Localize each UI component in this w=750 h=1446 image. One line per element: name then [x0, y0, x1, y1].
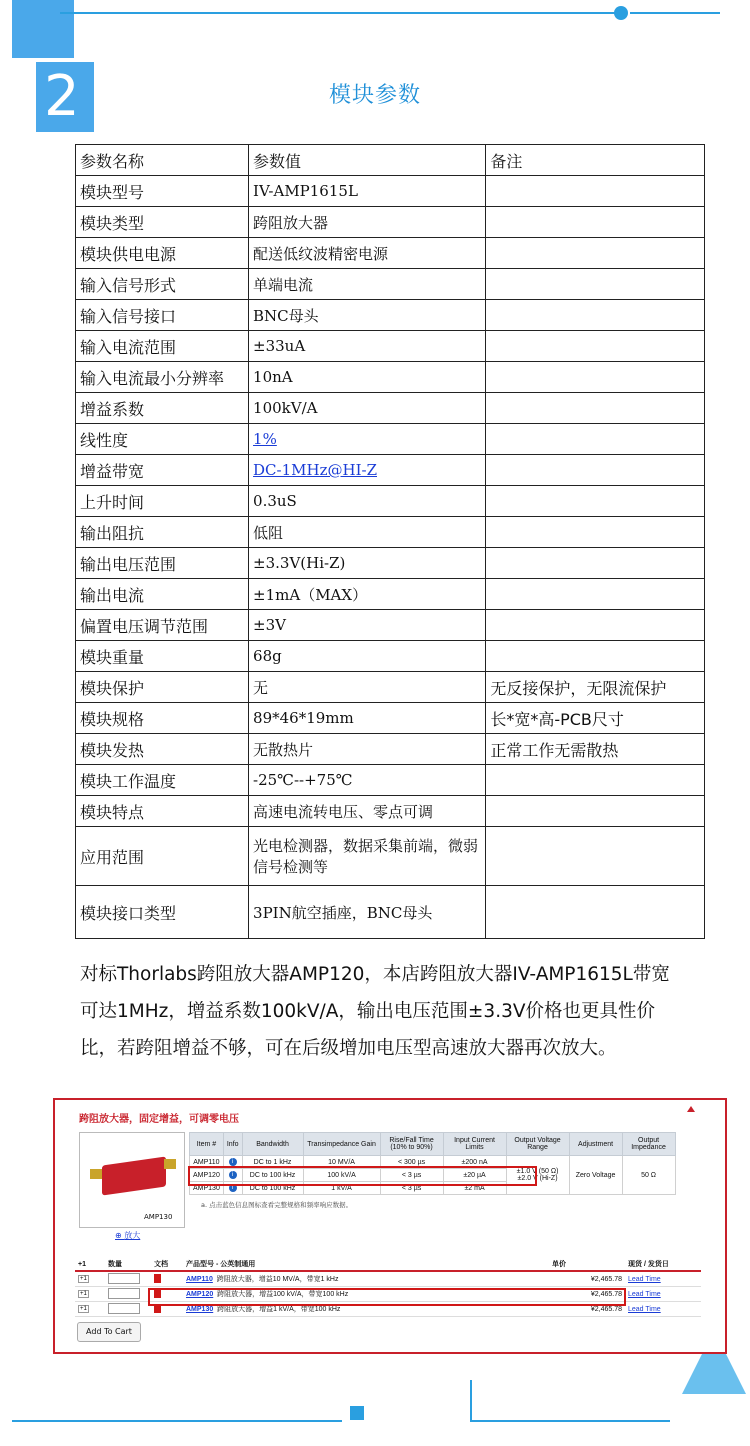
param-value: ±3V — [249, 610, 486, 641]
spec-header: Item # — [190, 1133, 224, 1156]
param-note — [486, 393, 705, 424]
cart-header: 产品型号 - 公英制通用 — [183, 1258, 549, 1271]
info-icon[interactable]: i — [229, 1171, 237, 1179]
spec-rise: < 3 µs — [380, 1182, 443, 1195]
bandwidth-link[interactable]: DC-1MHz@HI-Z — [253, 461, 377, 479]
param-value: ±3.3V(Hi-Z) — [249, 548, 486, 579]
spec-output-voltage: ±1.0 V (50 Ω) ±2.0 V (Hi-Z) — [506, 1156, 569, 1195]
param-note — [486, 796, 705, 827]
table-row — [76, 300, 705, 331]
quantity-input[interactable] — [108, 1273, 140, 1284]
spec-adjustment: Zero Voltage — [569, 1156, 622, 1195]
param-note — [486, 486, 705, 517]
param-note — [486, 765, 705, 796]
cart-header: +1 — [75, 1258, 105, 1271]
param-note — [486, 886, 705, 939]
param-value: 配送低纹波精密电源 — [249, 238, 486, 269]
spec-bandwidth: DC to 1 kHz — [242, 1156, 303, 1169]
spec-impedance: 50 Ω — [622, 1156, 675, 1195]
part-price: ¥2,465.78 — [549, 1287, 625, 1302]
table-row — [76, 796, 705, 827]
param-value: -25℃--+75℃ — [249, 765, 486, 796]
info-icon[interactable]: i — [229, 1158, 237, 1166]
part-price: ¥2,465.78 — [549, 1271, 625, 1287]
collapse-caret-icon[interactable] — [687, 1106, 695, 1112]
cart-header: 文档 — [151, 1258, 183, 1271]
param-name: 增益系数 — [76, 393, 249, 424]
table-row — [76, 734, 705, 765]
param-value: 0.3uS — [249, 486, 486, 517]
param-name: 应用范围 — [76, 827, 249, 886]
header-value: 参数值 — [249, 145, 486, 176]
param-value: 无散热片 — [249, 734, 486, 765]
param-value: 89*46*19mm — [249, 703, 486, 734]
part-price: ¥2,465.78 — [549, 1302, 625, 1317]
frame-bottom-right-line — [470, 1420, 670, 1422]
param-note — [486, 579, 705, 610]
param-note — [486, 424, 705, 455]
frame-top-line — [60, 12, 620, 14]
param-name: 输出电流 — [76, 579, 249, 610]
param-name: 上升时间 — [76, 486, 249, 517]
param-value: 跨阻放大器 — [249, 207, 486, 238]
spec-item: AMP130 — [190, 1182, 224, 1195]
lead-time-link[interactable]: Lead Time — [628, 1290, 661, 1298]
corner-tab — [12, 0, 74, 58]
param-note — [486, 300, 705, 331]
param-note — [486, 548, 705, 579]
param-name: 模块特点 — [76, 796, 249, 827]
spec-header: Output Impedance — [622, 1133, 675, 1156]
spec-rise: < 300 µs — [380, 1156, 443, 1169]
spec-bandwidth: DC to 100 kHz — [242, 1182, 303, 1195]
zoom-link[interactable]: ⊕ 放大 — [115, 1231, 141, 1240]
add-to-list-icon[interactable]: +1 — [80, 1306, 87, 1312]
table-row — [76, 672, 705, 703]
table-row — [76, 703, 705, 734]
highlight-box-amp120-spec — [188, 1166, 537, 1186]
param-name: 模块重量 — [76, 641, 249, 672]
part-desc: 跨阻放大器，增益1 kV/A，带宽100 kHz — [217, 1306, 341, 1313]
param-name: 偏置电压调节范围 — [76, 610, 249, 641]
top-right-dot — [614, 6, 628, 20]
cart-header-row — [75, 1258, 701, 1271]
quantity-input[interactable] — [108, 1303, 140, 1314]
spec-footnote: a. 点击蓝色信息图标查看完整规格和频率响应数据。 — [201, 1201, 353, 1209]
spec-header: Input Current Limits — [443, 1133, 506, 1156]
spec-header: Output Voltage Range — [506, 1133, 569, 1156]
param-name: 模块保护 — [76, 672, 249, 703]
spec-item: AMP110 — [190, 1156, 224, 1169]
table-row — [76, 207, 705, 238]
param-note — [486, 641, 705, 672]
spec-bandwidth: DC to 100 kHz — [242, 1169, 303, 1182]
amplifier-device-icon — [102, 1157, 166, 1196]
param-value: 高速电流转电压、零点可调 — [249, 796, 486, 827]
part-link[interactable]: AMP110 — [186, 1276, 213, 1283]
param-value: 68g — [249, 641, 486, 672]
table-row — [76, 362, 705, 393]
spec-gain: 100 kV/A — [303, 1169, 380, 1182]
table-row — [76, 765, 705, 796]
part-link[interactable]: AMP120 — [186, 1291, 214, 1298]
param-value: 无 — [249, 672, 486, 703]
frame-top-right-line — [630, 12, 720, 14]
cart-header: 单价 — [549, 1258, 625, 1271]
add-to-list-icon[interactable]: +1 — [80, 1276, 87, 1282]
spec-header: Transimpedance Gain — [303, 1133, 380, 1156]
param-name: 输入信号形式 — [76, 269, 249, 300]
info-icon[interactable]: i — [229, 1184, 237, 1192]
param-note — [486, 517, 705, 548]
bnc-connector-icon — [164, 1159, 176, 1169]
add-to-cart-button[interactable]: Add To Cart — [77, 1322, 141, 1342]
param-name: 模块发热 — [76, 734, 249, 765]
spec-header-row — [190, 1133, 676, 1156]
cart-header: 数量 — [105, 1258, 151, 1271]
spec-item: AMP120 — [190, 1169, 224, 1182]
pdf-doc-icon[interactable] — [154, 1274, 161, 1283]
table-row — [76, 579, 705, 610]
cart-header: 现货 / 发货日 — [625, 1258, 701, 1271]
param-note — [486, 362, 705, 393]
param-note: 正常工作无需散热 — [486, 734, 705, 765]
param-name: 模块工作温度 — [76, 765, 249, 796]
spec-header: Bandwidth — [242, 1133, 303, 1156]
param-value: 100kV/A — [249, 393, 486, 424]
param-note — [486, 610, 705, 641]
param-note: 长*宽*高-PCB尺寸 — [486, 703, 705, 734]
table-row — [76, 886, 705, 939]
spec-gain: 10 MV/A — [303, 1156, 380, 1169]
spec-gain: 1 kV/A — [303, 1182, 380, 1195]
table-row — [76, 176, 705, 207]
param-value: 单端电流 — [249, 269, 486, 300]
table-row — [76, 827, 705, 886]
param-note — [486, 176, 705, 207]
param-name: 输入电流最小分辨率 — [76, 362, 249, 393]
cart-row — [75, 1271, 701, 1287]
description-paragraph: 对标Thorlabs跨阻放大器AMP120，本店跨阻放大器IV-AMP1615L带宽可达1MHz，增益系数100kV/A，输出电压范围±3.3V价格也更具性价比，若跨阻增益不够，可在后级增加电压型高速放大器再次放大。 — [80, 964, 670, 1059]
param-name: 模块规格 — [76, 703, 249, 734]
table-row — [76, 641, 705, 672]
param-note — [486, 455, 705, 486]
param-value: ±1mA（MAX） — [249, 579, 486, 610]
param-name: 模块型号 — [76, 176, 249, 207]
spec-limit: ±2 mA — [443, 1182, 506, 1195]
lead-time-link[interactable]: Lead Time — [628, 1275, 661, 1283]
params-table — [75, 144, 705, 939]
table-row — [76, 610, 705, 641]
highlight-box-amp120-cart — [148, 1288, 626, 1306]
product-image — [79, 1132, 185, 1228]
param-value: BNC母头 — [249, 300, 486, 331]
section-title: 模块参数 — [328, 83, 421, 108]
table-row — [76, 455, 705, 486]
frame-bottom-vertical-line — [470, 1380, 472, 1420]
param-value: IV-AMP1615L — [249, 176, 486, 207]
param-name: 模块接口类型 — [76, 886, 249, 939]
param-note: 无反接保护，无限流保护 — [486, 672, 705, 703]
product-label: AMP130 — [144, 1213, 173, 1221]
bottom-square — [350, 1406, 364, 1420]
table-row — [76, 424, 705, 455]
spec-header: Info — [223, 1133, 242, 1156]
part-desc: 跨阻放大器，增益10 MV/A，带宽1 kHz — [216, 1276, 339, 1283]
param-value: 10nA — [249, 362, 486, 393]
table-row — [76, 331, 705, 362]
table-row — [76, 517, 705, 548]
param-name: 输出阻抗 — [76, 517, 249, 548]
spec-rise: < 3 µs — [380, 1169, 443, 1182]
spec-header: Adjustment — [569, 1133, 622, 1156]
param-name: 输入信号接口 — [76, 300, 249, 331]
table-row — [76, 486, 705, 517]
param-name: 模块类型 — [76, 207, 249, 238]
param-name: 模块供电电源 — [76, 238, 249, 269]
param-name: 线性度 — [76, 424, 249, 455]
table-row — [76, 548, 705, 579]
quantity-input[interactable] — [108, 1288, 140, 1299]
header-name: 参数名称 — [76, 145, 249, 176]
add-to-list-icon[interactable]: +1 — [80, 1291, 87, 1297]
param-name: 输入电流范围 — [76, 331, 249, 362]
param-value: 低阻 — [249, 517, 486, 548]
screenshot-title: 跨阻放大器，固定增益，可调零电压 — [79, 1114, 239, 1125]
header-note: 备注 — [486, 145, 705, 176]
product-screenshot — [53, 1098, 727, 1354]
param-value: ±33uA — [249, 331, 486, 362]
zoom-label: 放大 — [124, 1231, 141, 1240]
table-row — [76, 269, 705, 300]
linearity-link[interactable]: 1% — [253, 430, 277, 448]
param-name: 输出电压范围 — [76, 548, 249, 579]
param-name: 增益带宽 — [76, 455, 249, 486]
frame-bottom-left-line — [12, 1420, 342, 1422]
spec-header: Rise/Fall Time (10% to 90%) — [380, 1133, 443, 1156]
param-note — [486, 238, 705, 269]
part-desc: 跨阻放大器，增益100 kV/A，带宽100 kHz — [217, 1291, 349, 1298]
spec-limit: ±20 µA — [443, 1169, 506, 1182]
table-row — [76, 393, 705, 424]
spec-limit: ±200 nA — [443, 1156, 506, 1169]
param-note — [486, 827, 705, 886]
param-value: 3PIN航空插座，BNC母头 — [249, 886, 486, 939]
table-row — [76, 238, 705, 269]
param-note — [486, 331, 705, 362]
params-header-row — [76, 145, 705, 176]
param-value: 光电检测器，数据采集前端，微弱信号检测等 — [249, 827, 486, 886]
param-note — [486, 269, 705, 300]
lead-time-link[interactable]: Lead Time — [628, 1305, 661, 1313]
section-number: 2 — [44, 64, 80, 129]
param-note — [486, 207, 705, 238]
part-link[interactable]: AMP130 — [186, 1306, 214, 1313]
